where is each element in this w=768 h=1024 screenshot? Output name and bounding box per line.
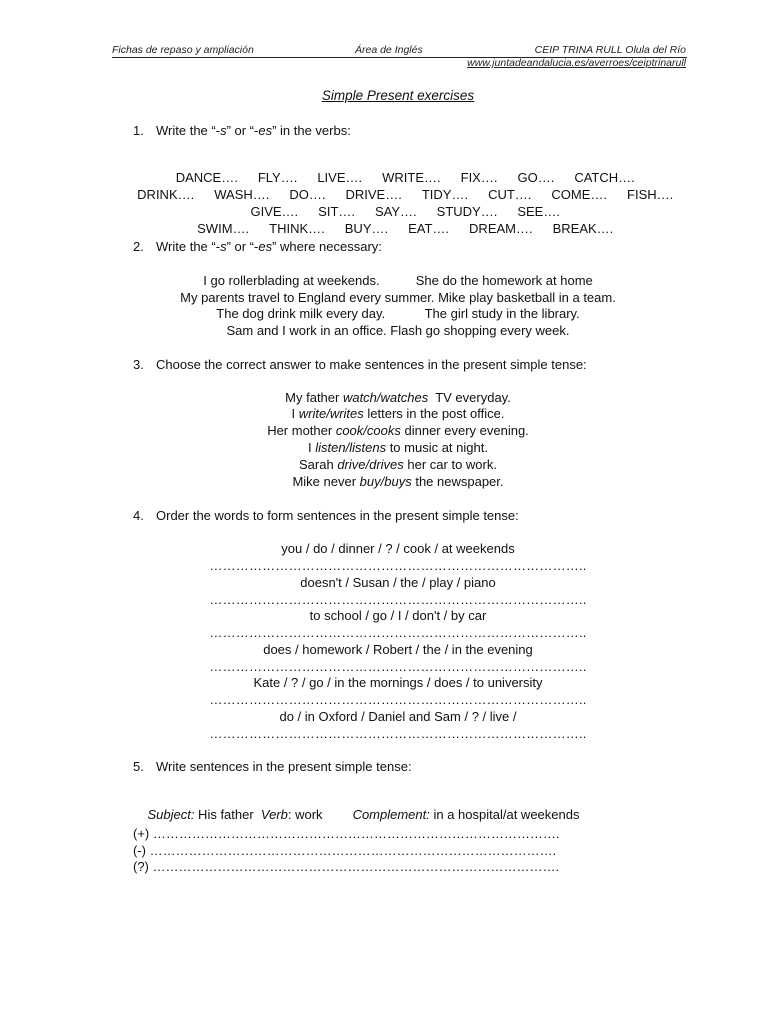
subject-label: Subject: xyxy=(147,807,195,822)
answer-blank[interactable]: ………………………………………………………………………….. xyxy=(209,659,587,674)
worksheet-title: Simple Present exercises xyxy=(321,88,475,103)
q3-option: drive/drives xyxy=(337,457,404,472)
q2-text-s: s xyxy=(220,239,227,254)
question-1 xyxy=(133,123,351,138)
question-number: 2. xyxy=(133,239,144,254)
q3-post: the newspaper. xyxy=(411,474,504,489)
q3-option: buy/buys xyxy=(359,474,412,489)
verb-item: DREAM…. xyxy=(469,221,533,236)
answer-line-question[interactable]: (?) …………………………………………………………………………………. xyxy=(133,859,560,874)
q2-text-pre: Write the “- xyxy=(156,239,221,254)
q2-sentence-line: Sam and I work in an office. Flash go shopping every week. xyxy=(226,323,570,338)
question-3 xyxy=(133,357,587,372)
verb-item: WASH…. xyxy=(214,187,270,202)
verb-item: BUY…. xyxy=(344,221,389,236)
q2-text-es: es xyxy=(258,239,273,254)
q3-sentence xyxy=(0,390,768,405)
verb-item: SWIM…. xyxy=(197,221,250,236)
verb-item: FISH…. xyxy=(627,187,674,202)
header-url-link[interactable]: www.juntadeandalucia.es/averroes/ceiptrinarull xyxy=(467,57,686,69)
verb-item: DRINK…. xyxy=(137,187,195,202)
complement-value: in a hospital/at weekends xyxy=(429,807,580,822)
verb-item: SIT…. xyxy=(318,204,355,219)
answer-line-affirmative[interactable]: (+) …………………………………………………………………………………. xyxy=(133,826,560,841)
header-left: Fichas de repaso y ampliación xyxy=(112,44,254,56)
q3-post: TV everyday. xyxy=(428,390,511,405)
q3-post: letters in the post office. xyxy=(363,406,505,421)
answer-blank[interactable]: ………………………………………………………………………….. xyxy=(209,558,587,573)
header-right: CEIP TRINA RULL Olula del Río xyxy=(534,44,686,56)
question-2 xyxy=(133,239,382,254)
verb-item: DRIVE…. xyxy=(345,187,402,202)
q3-option: listen/listens xyxy=(315,440,387,455)
q3-option: watch/watches xyxy=(342,390,429,405)
q3-sentence xyxy=(0,457,768,472)
verb-item: LIVE…. xyxy=(317,170,363,185)
verb-item: SAY…. xyxy=(375,204,417,219)
q4-scrambled-words: do / in Oxford / Daniel and Sam / ? / live / xyxy=(279,709,517,724)
verb-item: THINK…. xyxy=(269,221,325,236)
q3-pre: I xyxy=(308,440,316,455)
question-number: 5. xyxy=(133,759,144,774)
verb-item: CUT…. xyxy=(488,187,532,202)
q3-pre: I xyxy=(291,406,299,421)
q3-pre: Her mother xyxy=(267,423,336,438)
q4-text: Order the words to form sentences in the present simple tense: xyxy=(156,508,519,523)
complement-label: Complement: xyxy=(352,807,430,822)
verb-item: STUDY…. xyxy=(436,204,498,219)
q3-text: Choose the correct answer to make sentences in the present simple tense: xyxy=(156,357,587,372)
q3-option: cook/cooks xyxy=(335,423,401,438)
verb-item: FLY…. xyxy=(257,170,298,185)
q3-post: dinner every evening. xyxy=(400,423,529,438)
question-5 xyxy=(133,759,412,774)
question-4 xyxy=(133,508,519,523)
q2-sentence-line: My parents travel to England every summer. Mike play basketball in a team. xyxy=(180,290,616,305)
q3-sentence xyxy=(0,474,768,489)
question-number: 1. xyxy=(133,123,144,138)
verb-item: SEE…. xyxy=(517,204,560,219)
q3-sentence xyxy=(0,440,768,455)
q3-pre: Mike never xyxy=(292,474,360,489)
verb-value: : work xyxy=(287,807,323,822)
verb-item: CATCH…. xyxy=(574,170,635,185)
q1-text-pre: Write the “- xyxy=(156,123,221,138)
q1-text-s: s xyxy=(220,123,227,138)
q2-sentence-line: I go rollerblading at weekends. She do the homework at home xyxy=(203,273,593,288)
q2-sentence-line: The dog drink milk every day. The girl study in the library. xyxy=(216,306,580,321)
verb-item: TIDY…. xyxy=(421,187,469,202)
q1-text-mid: ” or “- xyxy=(226,123,259,138)
q4-scrambled-words: to school / go / I / don't / by car xyxy=(309,608,487,623)
q3-post: her car to work. xyxy=(403,457,497,472)
q3-pre: My father xyxy=(285,390,343,405)
verb-row-4 xyxy=(0,206,768,251)
q4-scrambled-words: does / homework / Robert / the / in the evening xyxy=(263,642,533,657)
verb-item: WRITE…. xyxy=(382,170,441,185)
q4-scrambled-words: Kate / ? / go / in the mornings / does / to university xyxy=(253,675,543,690)
header-center: Área de Inglés xyxy=(355,44,423,56)
q1-text-es: es xyxy=(258,123,273,138)
q3-option: write/writes xyxy=(298,406,364,421)
verb-item: FIX…. xyxy=(460,170,498,185)
q4-scrambled-words: you / do / dinner / ? / cook / at weekends xyxy=(281,541,515,556)
answer-blank[interactable]: ………………………………………………………………………….. xyxy=(209,692,587,707)
verb-item: BREAK…. xyxy=(552,221,614,236)
answer-line-negative[interactable]: (-) …………………………………………………………………………………. xyxy=(133,843,557,858)
verb-item: DANCE…. xyxy=(175,170,238,185)
q1-text-post: ” in the verbs: xyxy=(272,123,351,138)
q3-sentence xyxy=(0,423,768,438)
q2-text-post: ” where necessary: xyxy=(272,239,382,254)
q3-sentence xyxy=(0,406,768,421)
answer-blank[interactable]: ………………………………………………………………………….. xyxy=(209,726,587,741)
question-number: 4. xyxy=(133,508,144,523)
q3-post: to music at night. xyxy=(386,440,488,455)
answer-blank[interactable]: ………………………………………………………………………….. xyxy=(209,625,587,640)
q4-scrambled-words: doesn't / Susan / the / play / piano xyxy=(300,575,496,590)
verb-item: EAT…. xyxy=(408,221,450,236)
verb-item: DO…. xyxy=(289,187,326,202)
verb-label: Verb xyxy=(260,807,288,822)
verb-item: GO…. xyxy=(517,170,555,185)
subject-value: His father xyxy=(194,807,261,822)
verb-item: COME…. xyxy=(551,187,608,202)
q2-text-mid: ” or “- xyxy=(226,239,259,254)
q5-text: Write sentences in the present simple tense: xyxy=(156,759,412,774)
answer-blank[interactable]: ………………………………………………………………………….. xyxy=(209,592,587,607)
question-number: 3. xyxy=(133,357,144,372)
verb-item: GIVE…. xyxy=(250,204,299,219)
q3-pre: Sarah xyxy=(299,457,338,472)
